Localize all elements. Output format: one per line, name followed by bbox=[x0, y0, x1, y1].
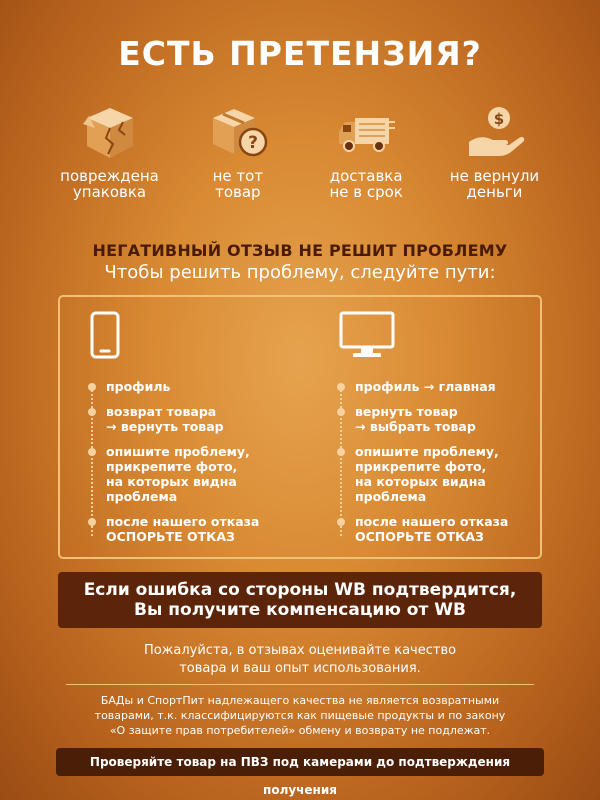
divider bbox=[66, 684, 534, 685]
damaged-box-icon bbox=[79, 104, 141, 160]
issue-label: не вернули деньги bbox=[449, 167, 540, 201]
compensation-banner: Если ошибка со стороны WB подтвердится, Вы получите компенсацию от WB bbox=[58, 572, 542, 628]
step-item: вернуть товар → выбрать товар bbox=[337, 404, 537, 434]
money-hand-icon bbox=[463, 104, 525, 160]
svg-text:?: ? bbox=[247, 133, 258, 153]
bullet-dot bbox=[88, 448, 96, 456]
footer-notice: Проверяйте товар на ПВЗ под камерами до подтверждения получения bbox=[56, 748, 544, 776]
issue-list bbox=[52, 104, 552, 200]
desktop-instructions bbox=[337, 311, 537, 554]
step-item: профиль bbox=[88, 379, 288, 394]
instruction-subtitle: Чтобы решить проблему, следуйте пути: bbox=[104, 262, 496, 283]
review-note: Пожалуйста, в отзывах оценивайте качество товара и ваш опыт использования. bbox=[143, 643, 457, 676]
wrong-item-box-icon bbox=[207, 104, 269, 160]
bullet-dot bbox=[337, 448, 345, 456]
mobile-steps bbox=[88, 379, 288, 544]
warning-heading: НЕГАТИВНЫЙ ОТЗЫВ НЕ РЕШИТ ПРОБЛЕМУ bbox=[92, 241, 508, 260]
monitor-icon bbox=[339, 311, 395, 359]
issue-money-not-returned bbox=[437, 104, 552, 200]
issue-damaged-packaging bbox=[52, 104, 167, 200]
mobile-instructions bbox=[88, 311, 288, 554]
issue-label: не тот товар bbox=[212, 167, 264, 201]
step-item: после нашего отказа ОСПОРЬТЕ ОТКАЗ bbox=[337, 514, 537, 544]
step-item: после нашего отказа ОСПОРЬТЕ ОТКАЗ bbox=[88, 514, 288, 544]
issue-label: повреждена упаковка bbox=[60, 167, 159, 201]
step-item: опишите проблему, прикрепите фото, на которых видна проблема bbox=[88, 444, 288, 504]
step-item: профиль → главная bbox=[337, 379, 537, 394]
step-item: опишите проблему, прикрепите фото, на которых видна проблема bbox=[337, 444, 537, 504]
smartphone-icon bbox=[90, 311, 120, 359]
issue-wrong-item bbox=[180, 104, 295, 200]
instructions-panel bbox=[58, 295, 542, 559]
bullet-dot bbox=[88, 518, 96, 526]
svg-text:$: $ bbox=[494, 110, 505, 128]
legal-note: БАДы и СпортПит надлежащего качества не является возвратными товарами, т.к. классифицируются как пищевые продукты и по закону «О защите прав потребителей» обмену и возврату не подлежат. bbox=[94, 694, 506, 737]
issue-label: доставка не в срок bbox=[329, 167, 403, 201]
bullet-dot bbox=[337, 518, 345, 526]
bullet-dot bbox=[337, 383, 345, 391]
page-title: ЕСТЬ ПРЕТЕНЗИЯ? bbox=[118, 34, 482, 73]
bullet-dot bbox=[337, 408, 345, 416]
issue-late-delivery bbox=[309, 104, 424, 200]
step-item: возврат товара → вернуть товар bbox=[88, 404, 288, 434]
delivery-truck-icon bbox=[335, 104, 397, 160]
bullet-dot bbox=[88, 383, 96, 391]
desktop-steps bbox=[337, 379, 537, 544]
bullet-dot bbox=[88, 408, 96, 416]
